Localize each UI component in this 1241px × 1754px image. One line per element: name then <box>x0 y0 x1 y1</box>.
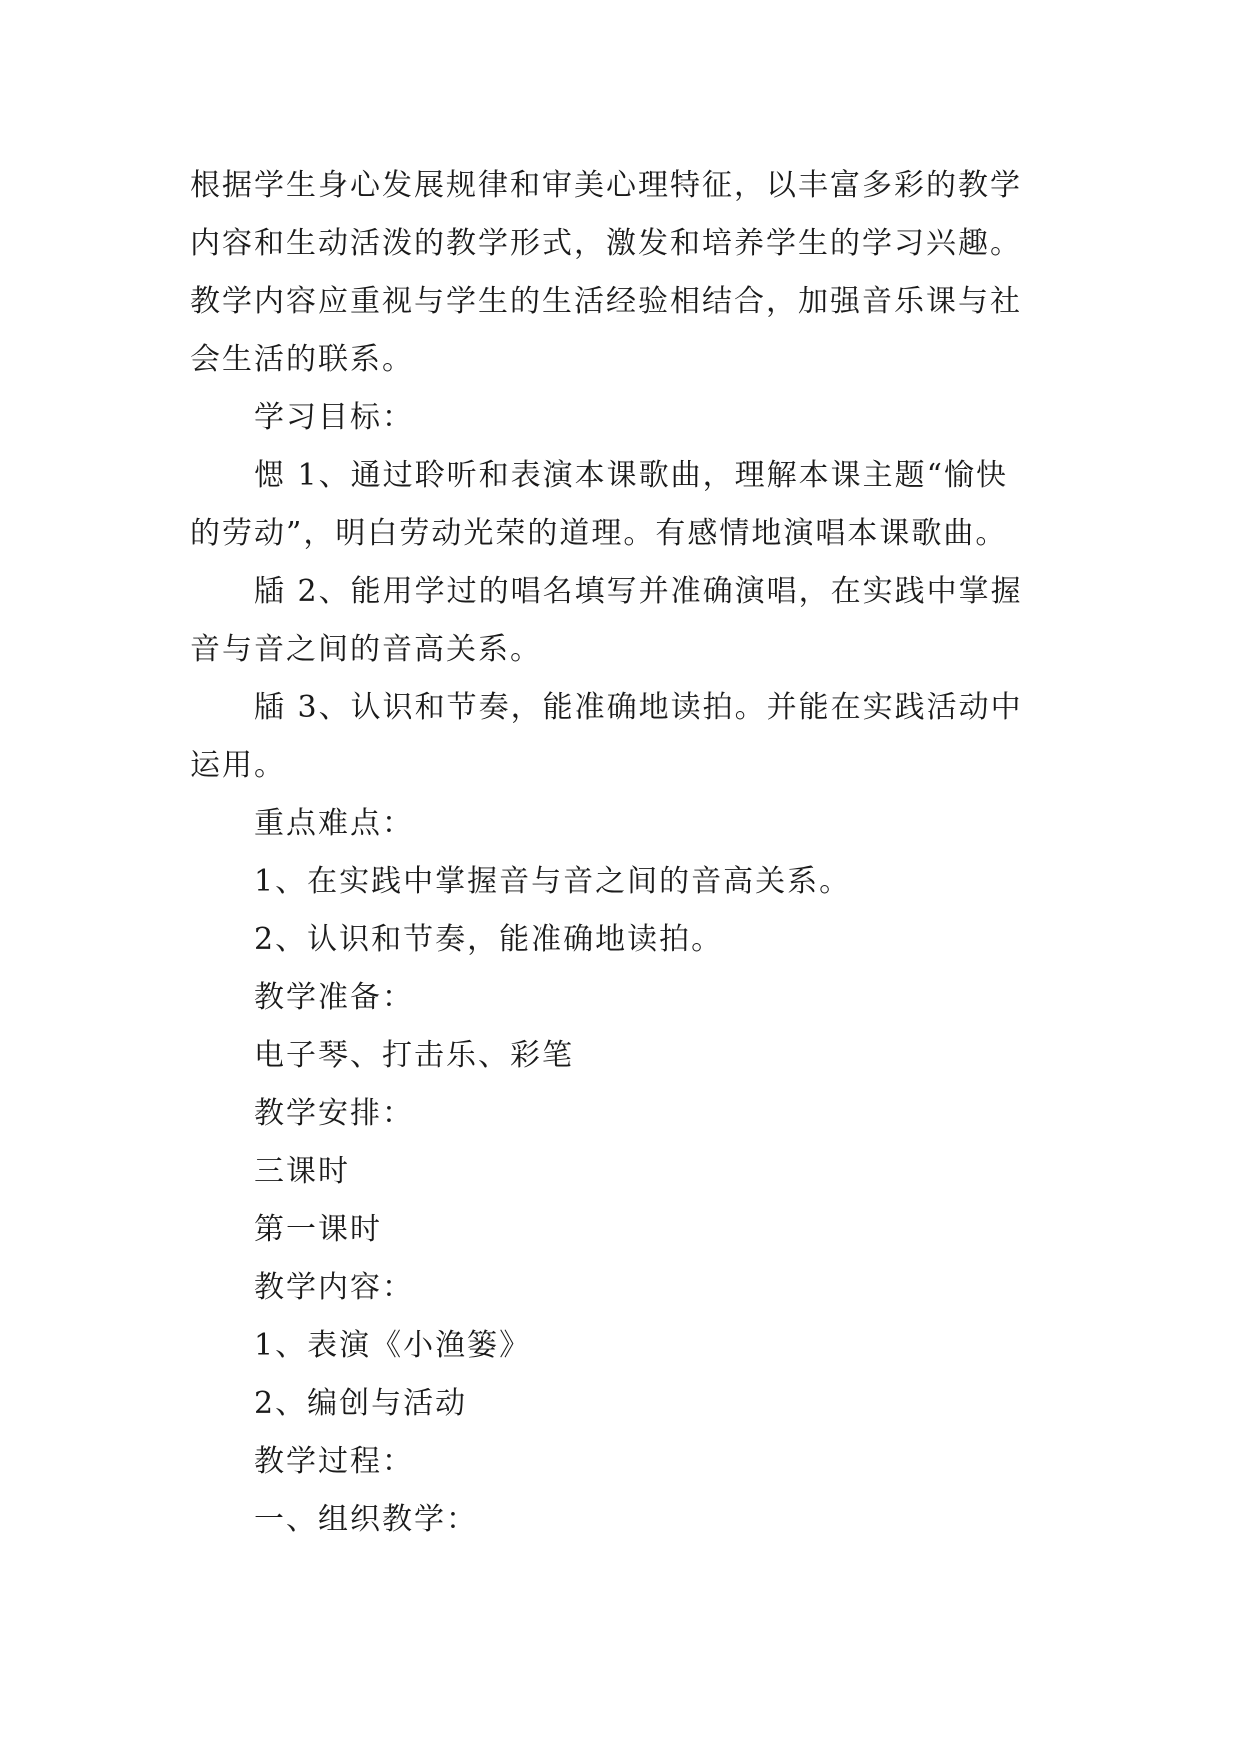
objectives-heading: 学习目标： <box>254 400 414 435</box>
preparation-items: 电子琴、打击乐、彩笔 <box>254 1038 574 1073</box>
arrangement-heading: 教学安排： <box>254 1096 414 1131</box>
objective-line: 牐 3、认识和节奏，能准确地读拍。并能在实践活动中 <box>254 690 1023 725</box>
objective-1 <box>190 447 1070 563</box>
process-heading: 教学过程： <box>254 1444 414 1479</box>
objective-2 <box>190 563 1070 679</box>
lesson-title: 第一课时 <box>254 1212 382 1247</box>
key-point-item: 1、在实践中掌握音与音之间的音高关系。 <box>254 864 852 899</box>
content-heading: 教学内容： <box>254 1270 414 1305</box>
objective-line: 牐 2、能用学过的唱名填写并准确演唱，在实践中掌握 <box>254 574 1023 609</box>
intro-line: 根据学生身心发展规律和审美心理特征，以丰富多彩的教学 <box>190 168 1022 203</box>
objective-line: 愢 1、通过聆听和表演本课歌曲，理解本课主题“愉快 <box>254 458 1008 493</box>
key-points-heading: 重点难点： <box>254 806 414 841</box>
content-item: 1、表演《小渔篓》 <box>254 1328 532 1363</box>
objective-line: 音与音之间的音高关系。 <box>190 632 542 667</box>
process-step: 一、组织教学： <box>254 1502 478 1537</box>
objective-3 <box>190 679 1070 795</box>
intro-line: 会生活的联系。 <box>190 342 414 377</box>
intro-line: 内容和生动活泼的教学形式，激发和培养学生的学习兴趣。 <box>190 226 1022 261</box>
objective-line: 的劳动”，明白劳动光荣的道理。有感情地演唱本课歌曲。 <box>190 516 1008 551</box>
objective-line: 运用。 <box>190 748 286 783</box>
content-item: 2、编创与活动 <box>254 1386 468 1421</box>
intro-paragraph <box>190 157 1070 389</box>
key-point-item: 2、认识和节奏，能准确地读拍。 <box>254 922 724 957</box>
document-body <box>190 157 1070 1549</box>
intro-line: 教学内容应重视与学生的生活经验相结合，加强音乐课与社 <box>190 284 1022 319</box>
preparation-heading: 教学准备： <box>254 980 414 1015</box>
arrangement-value: 三课时 <box>254 1154 350 1189</box>
